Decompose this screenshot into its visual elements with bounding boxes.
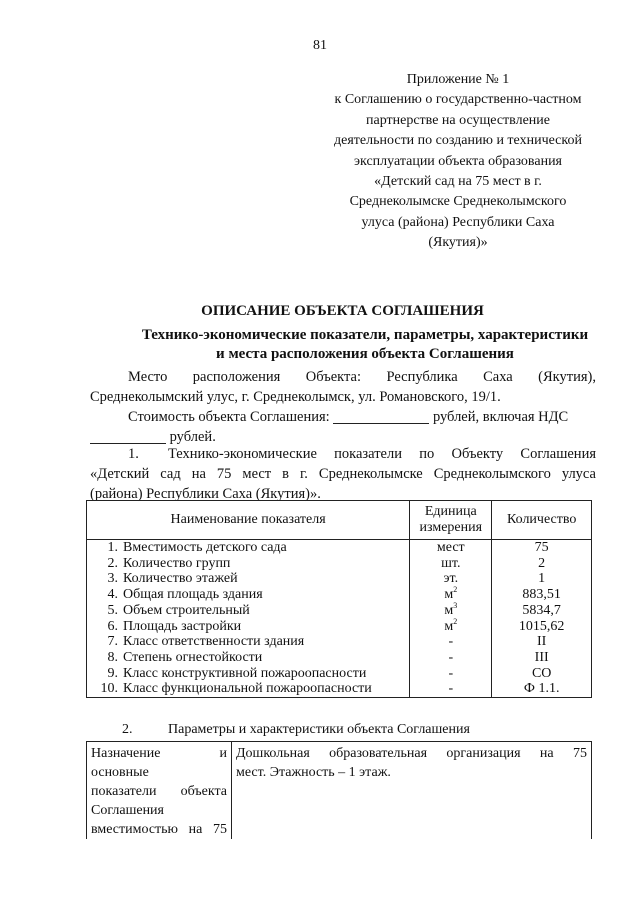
indicator-name-cell xyxy=(87,556,410,572)
row-number: 5. xyxy=(107,602,118,618)
indicator-name: Класс функциональной пожароопасности xyxy=(123,681,372,697)
appendix-line: улуса (района) Республики Саха xyxy=(361,214,555,230)
indicator-unit-cell xyxy=(410,666,492,682)
cost-suffix: рублей. xyxy=(169,429,216,445)
table-row xyxy=(87,603,592,619)
section2-number: 2. xyxy=(122,722,133,737)
appendix-header xyxy=(318,70,598,254)
section2-title: Параметры и характеристики объекта Соглашения xyxy=(168,722,470,737)
params-value-cell xyxy=(232,742,592,840)
table-header-row xyxy=(87,501,592,540)
table-row xyxy=(87,650,592,666)
indicator-unit-cell xyxy=(410,634,492,650)
section1-paragraph xyxy=(90,444,596,504)
cost-prefix: Стоимость объекта Соглашения: xyxy=(128,409,330,425)
params-label-line: показатели объекта xyxy=(91,784,227,799)
params-table xyxy=(86,741,592,839)
section1-number: 1. xyxy=(128,446,139,462)
indicator-unit-cell xyxy=(410,681,492,697)
indicator-qty: II xyxy=(537,634,547,650)
row-number: 2. xyxy=(107,555,118,571)
indicator-unit-cell xyxy=(410,600,492,619)
indicator-qty-cell xyxy=(492,540,592,556)
indicator-qty-cell xyxy=(492,556,592,572)
indicator-name-cell xyxy=(87,619,410,635)
indicator-qty: Ф 1.1. xyxy=(523,681,560,697)
cost-blank xyxy=(333,409,429,424)
indicator-qty-cell xyxy=(492,587,592,603)
params-label-line: вместимостью на 75 xyxy=(91,822,227,837)
indicator-qty-cell xyxy=(492,571,592,587)
appendix-line: Среднеколымске Среднеколымского xyxy=(349,194,567,210)
indicator-unit-cell xyxy=(410,540,492,556)
table-row xyxy=(87,634,592,650)
row-number: 9. xyxy=(107,665,118,681)
indicator-unit: м xyxy=(444,618,454,634)
params-value-line: мест. Этажность – 1 этаж. xyxy=(236,765,391,780)
indicators-table xyxy=(86,500,592,698)
appendix-line: к Соглашению о государственно-частном xyxy=(334,92,582,108)
section1-line: (района) Республики Саха (Якутия)». xyxy=(90,486,321,502)
header-name: Наименование показателя xyxy=(87,501,410,540)
indicator-name-cell xyxy=(87,650,410,666)
table-row xyxy=(87,540,592,556)
indicator-unit-cell xyxy=(410,587,492,603)
location-line: Место расположения Объекта: Республика Саха (Якутия), xyxy=(128,369,596,385)
cost-line xyxy=(90,407,596,427)
indicator-qty: 75 xyxy=(534,540,549,555)
section1-line xyxy=(90,444,596,464)
table-row xyxy=(87,619,592,635)
section1-text: Технико-экономические показатели по Объекту Соглашения xyxy=(168,446,596,462)
indicator-name: Вместимость детского сада xyxy=(123,540,287,555)
indicator-qty: 5834,7 xyxy=(522,602,561,618)
header-qty: Количество xyxy=(492,501,592,540)
indicator-unit-cell xyxy=(410,571,492,587)
subtitle-line: Технико-экономические показатели, параметры, характеристики xyxy=(141,327,589,343)
row-number: 1. xyxy=(107,540,118,555)
row-number: 4. xyxy=(107,587,118,603)
appendix-line: Приложение № 1 xyxy=(406,72,510,87)
indicator-qty: CO xyxy=(531,665,552,681)
page-number: 81 xyxy=(313,38,327,53)
document-title: ОПИСАНИЕ ОБЪЕКТА СОГЛАШЕНИЯ xyxy=(201,303,484,319)
subtitle-line: и места расположения объекта Соглашения xyxy=(216,346,514,362)
indicator-qty-cell xyxy=(492,619,592,635)
indicator-name-cell xyxy=(87,540,410,556)
params-label-line: Соглашения xyxy=(91,803,164,818)
indicator-name: Количество этажей xyxy=(123,571,238,587)
row-number: 7. xyxy=(107,634,118,650)
location-line: Среднеколымский улус, г. Среднеколымск, ул. Романовского, 19/1. xyxy=(90,389,501,405)
indicator-unit: шт. xyxy=(441,555,461,571)
indicator-name-cell xyxy=(87,603,410,619)
location-paragraph xyxy=(90,367,596,407)
unit-exponent: 3 xyxy=(453,600,458,610)
unit-exponent: 2 xyxy=(453,585,458,595)
row-number: 10. xyxy=(100,681,118,697)
indicator-name-cell xyxy=(87,587,410,603)
indicator-qty-cell xyxy=(492,681,592,697)
params-label-line: основные xyxy=(91,765,149,780)
indicator-qty-cell xyxy=(492,634,592,650)
indicator-unit-cell xyxy=(410,650,492,666)
indicator-qty: 1 xyxy=(538,571,546,587)
unit-exponent: 2 xyxy=(453,616,458,626)
vat-blank xyxy=(90,429,166,444)
appendix-line: «Детский сад на 75 мест в г. xyxy=(374,174,542,190)
indicator-qty-cell xyxy=(492,666,592,682)
indicator-name: Количество групп xyxy=(123,555,231,571)
indicator-unit: м xyxy=(444,602,454,618)
indicator-name-cell xyxy=(87,634,410,650)
indicator-unit: - xyxy=(448,649,454,665)
indicator-unit-cell xyxy=(410,556,492,572)
header-unit-line: Единица xyxy=(424,504,477,519)
cost-paragraph xyxy=(90,407,596,447)
indicator-name-cell xyxy=(87,571,410,587)
table-row xyxy=(87,742,592,840)
indicator-name-cell xyxy=(87,681,410,697)
table-row xyxy=(87,587,592,603)
indicator-unit-cell xyxy=(410,616,492,635)
table-row xyxy=(87,666,592,682)
indicator-qty: 1015,62 xyxy=(518,618,565,634)
indicator-unit: - xyxy=(448,665,454,681)
indicator-name: Класс конструктивной пожароопасности xyxy=(123,665,367,681)
table-row xyxy=(87,556,592,572)
row-number: 3. xyxy=(107,571,118,587)
row-number: 8. xyxy=(107,649,118,665)
indicator-qty: III xyxy=(534,649,549,665)
document-subtitle xyxy=(130,326,600,364)
params-label-cell xyxy=(87,742,232,840)
indicator-name: Объем строительный xyxy=(123,602,250,618)
cost-middle: рублей, включая НДС xyxy=(432,409,569,425)
appendix-line: (Якутия)» xyxy=(428,235,488,251)
header-unit-line: измерения xyxy=(419,520,483,535)
indicator-unit: мест xyxy=(436,540,465,555)
indicator-name-cell xyxy=(87,666,410,682)
indicator-qty-cell xyxy=(492,650,592,666)
indicator-name: Класс ответственности здания xyxy=(123,634,305,650)
indicator-qty: 2 xyxy=(538,555,546,571)
indicator-name: Площадь застройки xyxy=(123,618,242,634)
indicator-unit: - xyxy=(448,681,454,697)
params-value-line: Дошкольная образовательная организация на 75 xyxy=(236,746,587,761)
row-number: 6. xyxy=(107,618,118,634)
section1-line: «Детский сад на 75 мест в г. Среднеколымске Среднеколымского улуса xyxy=(90,466,596,482)
appendix-line: эксплуатации объекта образования xyxy=(354,153,562,169)
indicator-name: Степень огнестойкости xyxy=(123,649,263,665)
table-row xyxy=(87,681,592,697)
appendix-line: партнерстве на осуществление xyxy=(365,112,550,128)
section2-heading xyxy=(90,722,470,738)
indicator-unit: - xyxy=(448,634,454,650)
header-unit xyxy=(410,501,492,540)
table-row xyxy=(87,571,592,587)
indicator-unit: эт. xyxy=(443,571,459,587)
indicator-qty: 883,51 xyxy=(522,587,561,603)
indicator-name: Общая площадь здания xyxy=(123,587,263,603)
indicator-qty-cell xyxy=(492,603,592,619)
params-label-line: Назначение и xyxy=(91,746,227,761)
indicator-unit: м xyxy=(444,587,454,603)
appendix-line: деятельности по созданию и технической xyxy=(334,133,582,149)
